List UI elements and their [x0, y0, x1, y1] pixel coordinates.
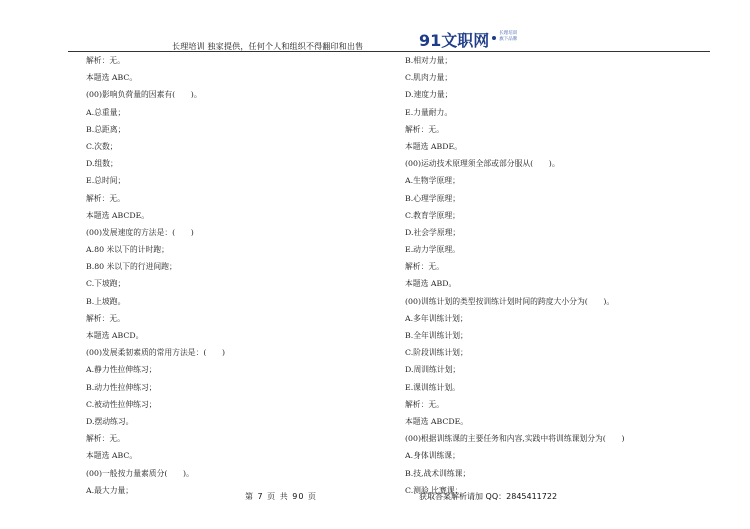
- text-line: A.生物学原理；: [405, 176, 460, 186]
- text-line: 解析：无。: [86, 313, 125, 323]
- text-line: D.周训练计划；: [405, 365, 461, 375]
- text-line: D.社会学原理；: [405, 227, 461, 237]
- logo-dot-icon: [492, 36, 496, 40]
- text-line: (00)训练计划的类型按训练计划时间的跨度大小分为( )。: [405, 296, 615, 306]
- text-line: A.身体训练课；: [405, 451, 460, 461]
- text-line: 解析：无。: [405, 262, 444, 272]
- text-line: E.力量耐力。: [405, 107, 453, 117]
- logo-subtext: [499, 31, 517, 43]
- text-line: (00)根据训练课的主要任务和内容,实践中将训练课划分为( ): [405, 434, 625, 444]
- text-line: C.阶段训练计划；: [405, 348, 468, 358]
- text-line: A.最大力量；: [86, 485, 134, 495]
- logo-sub-line-2: 旗下品牌: [499, 37, 518, 42]
- text-line: D.速度力量；: [405, 90, 453, 100]
- text-line: B.80 米以下的行进间跑；: [86, 262, 177, 272]
- text-line: B.动力性拉伸练习；: [86, 382, 157, 392]
- text-line: E.总时间；: [86, 176, 126, 186]
- text-line: (00)影响负荷量的因素有( )。: [86, 90, 202, 100]
- text-line: (00)发展速度的方法是：( ): [86, 227, 194, 237]
- text-line: A.总重量；: [86, 107, 126, 117]
- logo-text: 91文职网: [419, 31, 490, 50]
- text-line: B.总距离；: [86, 124, 126, 134]
- text-line: 解析：无。: [405, 399, 444, 409]
- text-line: 本题选 ABD。: [405, 279, 457, 289]
- text-line: C.被动性拉伸练习；: [86, 399, 157, 409]
- text-line: (00)发展柔韧素质的常用方法是：( ): [86, 348, 226, 358]
- text-line: C.肌肉力量；: [405, 73, 453, 83]
- text-line: 本题选 ABCDE。: [405, 416, 469, 426]
- text-line: B.上坡跑。: [86, 296, 126, 306]
- text-line: 本题选 ABCD。: [86, 331, 144, 340]
- text-line: E.课训练计划。: [405, 382, 460, 392]
- text-line: D.组数；: [86, 159, 118, 169]
- text-line: 解析：无。: [405, 124, 444, 134]
- text-line: A.多年训练计划；: [405, 313, 468, 323]
- text-line: 解析：无。: [86, 434, 125, 444]
- text-line: A.80 米以下的计时跑；: [86, 245, 169, 255]
- text-line: C.次数；: [86, 141, 118, 151]
- footer-contact: 获取答案解析请加 QQ：2845411722: [419, 492, 558, 501]
- brand-logo: [419, 28, 517, 50]
- header-notice: 长理培训 独家提供，任何个人和组织不得翻印和出售: [172, 42, 364, 51]
- text-line: C.下坡跑；: [86, 279, 126, 289]
- text-line: B.心理学原理；: [405, 193, 460, 203]
- text-line: C.测验,比赛课；: [405, 485, 463, 495]
- text-line: A.静力性拉伸练习；: [86, 365, 157, 375]
- right-text-column: [405, 52, 625, 499]
- text-line: B.全年训练计划；: [405, 331, 468, 340]
- text-line: 本题选 ABC。: [86, 451, 138, 461]
- text-line: B.技,战术训练课；: [405, 468, 471, 478]
- text-line: D.摆动练习。: [86, 416, 134, 426]
- text-line: E.动力学原理。: [405, 245, 460, 255]
- logo-sub-line-1: 长理培训: [499, 31, 518, 36]
- text-line: B.相对力量；: [405, 56, 453, 65]
- text-line: (00)一般按力量素质分( )。: [86, 468, 194, 478]
- text-line: 本题选 ABC。: [86, 73, 138, 83]
- text-line: 本题选 ABDE。: [405, 141, 462, 151]
- left-text-column: [86, 52, 225, 499]
- text-line: C.教育学原理；: [405, 210, 460, 220]
- text-line: 本题选 ABCDE。: [86, 210, 150, 220]
- text-line: 解析：无。: [86, 56, 125, 65]
- text-line: 解析：无。: [86, 193, 125, 203]
- text-line: (00)运动技术原理须全部或部分服从( )。: [405, 159, 560, 169]
- page-number: 第 7 页 共 90 页: [245, 492, 317, 501]
